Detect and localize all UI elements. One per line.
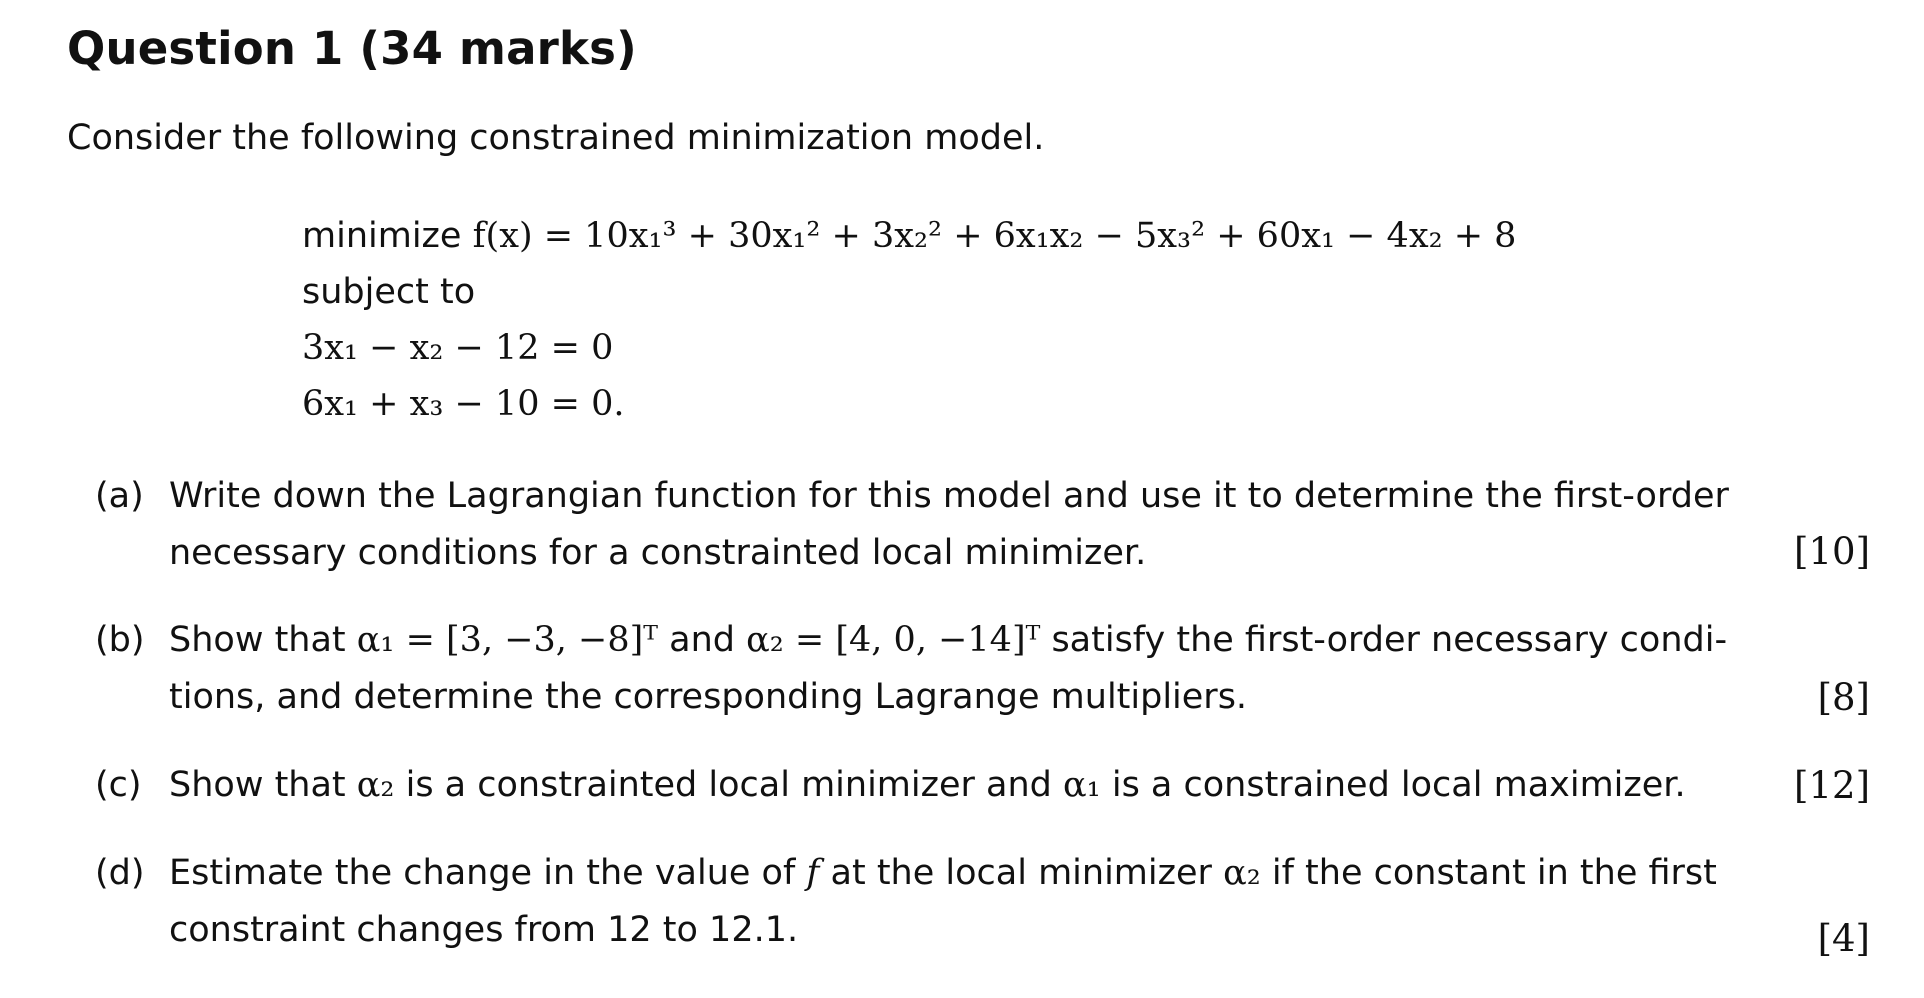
part-label: (c) [95,765,142,805]
part-d-marks: [4] [1817,917,1870,960]
part-c [95,757,1870,817]
optimization-model [302,208,1516,432]
part-a-line-1: Write down the Lagrangian function for this model and use it to determine the first-order [169,476,1729,516]
part-b-text-post: satisfy the first-order necessary condi- [1051,620,1728,660]
part-c-line-1 [169,757,1849,814]
part-d-text-mid: at the local minimizer [830,853,1212,893]
objective-function: f(x) = 10x₁³ + 30x₁² + 3x₂² + 6x₁x₂ − 5x₃² + 60x₁ − 4x₂ + 8 [472,216,1517,256]
part-d-text-pre: Estimate the change in the value of [169,853,796,893]
alpha-2-vector: α₂ = [4, 0, −14]ᵀ [746,620,1041,660]
part-b-line-1 [169,612,1849,669]
part-d-text-post: if the constant in the first [1271,853,1717,893]
part-c-marks: [12] [1794,764,1870,807]
alpha-1-vector: α₁ = [3, −3, −8]ᵀ [356,620,658,660]
part-a-marks: [10] [1794,530,1870,573]
objective-row [302,208,1516,264]
objective-label: minimize [302,216,462,256]
question-heading: Question 1 (34 marks) [67,22,637,75]
constraint-1: 3x₁ − x₂ − 12 = 0 [302,328,614,368]
alpha-2-symbol: α₂ [1223,853,1261,893]
alpha-2-symbol: α₂ [356,765,395,805]
part-d-line-2: constraint changes from 12 to 12.1. [169,910,799,950]
part-d-line-1 [169,845,1849,902]
part-c-text-pre: Show that [169,765,346,805]
part-c-text-post: is a constrained local maximizer. [1111,765,1686,805]
part-label: (d) [95,853,145,893]
part-a-line-2: necessary conditions for a constrainted local minimizer. [169,533,1147,573]
alpha-1-symbol: α₁ [1063,765,1101,805]
part-b-text-mid: and [669,620,735,660]
part-label: (b) [95,620,145,660]
part-b-line-2: tions, and determine the corresponding Lagrange multipliers. [169,677,1248,717]
subject-to-label: subject to [302,272,476,312]
part-d [95,845,1870,965]
part-b-text-pre: Show that [169,620,346,660]
part-label: (a) [95,476,144,516]
constraint-2: 6x₁ + x₃ − 10 = 0. [302,384,625,424]
part-c-text-mid: is a constrainted local minimizer and [405,765,1052,805]
part-b-marks: [8] [1817,676,1870,719]
function-f-symbol: f [806,853,820,893]
part-a [95,468,1870,588]
part-b [95,612,1870,732]
question-intro: Consider the following constrained minimization model. [67,118,1045,158]
